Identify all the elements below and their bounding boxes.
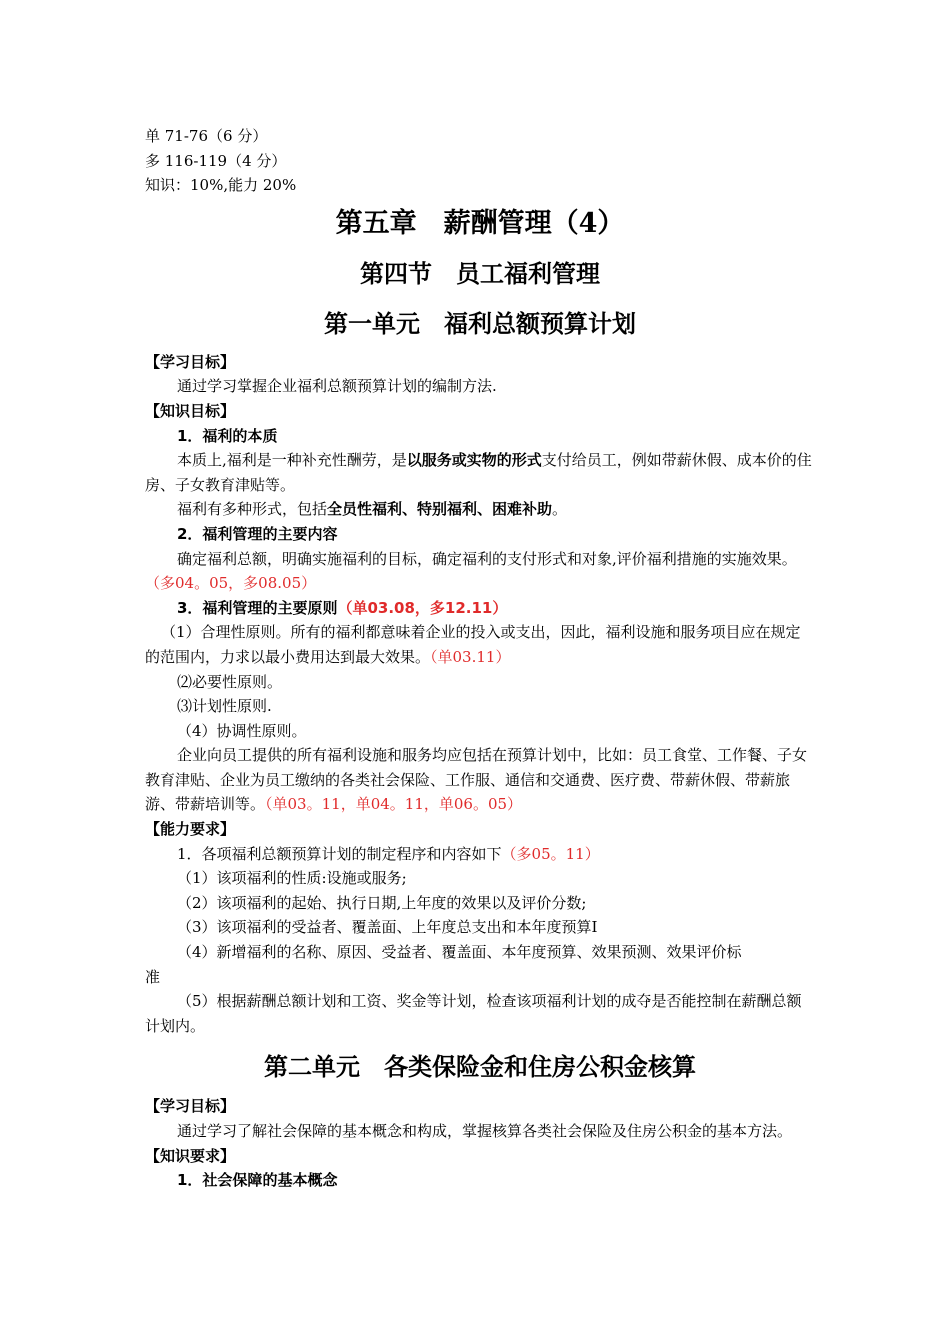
a1-exam-ref: （多05。11） xyxy=(501,844,600,863)
unit2-knowledge-tag: 【知识要求】 xyxy=(145,1146,236,1165)
k1-paragraph-1 xyxy=(145,448,815,497)
k3-exam-ref: （单03.08，多12.11） xyxy=(337,598,508,617)
a-item-2: （2）该项福利的起始、执行日期,上年度的效果以及评价分数; xyxy=(177,893,587,912)
a1-line xyxy=(145,842,815,867)
a-item-5: （5）根据薪酬总额计划和工资、奖金等计划，检查该项福利计划的成夺是否能控制在薪酬总额计划内。 xyxy=(145,992,802,1035)
unit1-learning-goal-text: 通过学习掌握企业福利总额预算计划的编制方法. xyxy=(177,377,497,396)
k3-p5-exam-ref: （单03。11，单04。11，单06。05） xyxy=(265,795,523,814)
k1-p1-text-a: 本质上,福利是一种补充性酬劳，是 xyxy=(177,451,407,470)
a-item-1: （1）该项福利的性质:设施或服务; xyxy=(177,869,407,888)
header-note-single: 单 71-76（6 分） xyxy=(145,127,268,145)
header-note-weight: 知识：10%,能力 20% xyxy=(145,176,297,195)
unit2-learning-goal-tag: 【学习目标】 xyxy=(145,1097,236,1116)
k2-paragraph xyxy=(145,547,815,596)
k3-p1-exam-ref: （单03.11） xyxy=(430,647,511,666)
k2-heading: 2．福利管理的主要内容 xyxy=(177,524,338,543)
chapter-title: 第五章 薪酬管理（4） xyxy=(335,207,625,239)
header-note-multi: 多 116-119（4 分） xyxy=(145,151,287,170)
unit2-learning-goal-text: 通过学习了解社会保障的基本概念和构成，掌握核算各类社会保险及住房公积金的基本方法。 xyxy=(177,1122,793,1140)
k3-principle-2: ⑵必要性原则。 xyxy=(177,672,283,691)
unit1-learning-goal-tag: 【学习目标】 xyxy=(145,352,236,371)
k1-heading: 1．福利的本质 xyxy=(177,426,278,445)
document-body xyxy=(145,124,815,1193)
k3-principle-4: （4）协调性原则。 xyxy=(177,721,307,740)
a-item-4-line-2: 准 xyxy=(145,967,161,986)
k1-p2-text-b: 。 xyxy=(552,500,568,519)
unit2-k1-heading: 1．社会保障的基本概念 xyxy=(177,1171,338,1190)
k3-principle-1 xyxy=(145,620,815,669)
k3-principle-3: ⑶计划性原则. xyxy=(177,697,272,716)
k3-p1-text: （1）合理性原则。所有的福利都意味着企业的投入或支出，因此，福利设施和服务项目应在规定的范围内，力求以最小费用达到最大效果。 xyxy=(145,623,801,666)
unit1-title: 第一单元 福利总额预算计划 xyxy=(324,308,636,338)
unit1-ability-tag: 【能力要求】 xyxy=(145,820,236,839)
k3-heading: 3．福利管理的主要原则 xyxy=(177,598,338,617)
a1-text: 1．各项福利总额预算计划的制定程序和内容如下 xyxy=(177,844,502,863)
a-item-3: （3）该项福利的受益者、覆盖面、上年度总支出和本年度预算I xyxy=(177,918,598,937)
k2-exam-ref: （多04。05，多08.05） xyxy=(145,574,317,593)
a-item-4-line-1: （4）新增福利的名称、原因、受益者、覆盖面、本年度预算、效果预测、效果评价标 xyxy=(177,943,742,962)
k3-heading-line xyxy=(145,596,815,621)
k3-p5-text: 企业向员工提供的所有福利设施和服务均应包括在预算计划中，比如：员工食堂、工作餐、子女教育津贴、企业为员工缴纳的各类社会保险、工作服、通信和交通费、医疗费、带薪休假、带薪旅游、带薪培训等。 xyxy=(145,746,808,814)
k1-p2-emphasis: 全员性福利、特别福利、困难补助 xyxy=(327,500,553,519)
k1-p1-emphasis: 以服务或实物的形式 xyxy=(406,451,542,470)
k1-p1-text-b: 支付给员工，例如带薪休假、成本价的住房、子女教育津贴等。 xyxy=(145,451,812,494)
unit2-title: 第二单元 各类保险金和住房公积金核算 xyxy=(264,1052,696,1082)
k1-p2-text-a: 福利有多种形式，包括 xyxy=(177,500,328,519)
k1-paragraph-2 xyxy=(145,497,815,522)
k3-budget-paragraph xyxy=(145,743,815,817)
k2-text: 确定福利总额，明确实施福利的目标，确定福利的支付形式和对象,评价福利措施的实施效果。 xyxy=(177,549,797,568)
section-title: 第四节 员工福利管理 xyxy=(360,258,600,288)
unit1-knowledge-tag: 【知识目标】 xyxy=(145,401,236,420)
